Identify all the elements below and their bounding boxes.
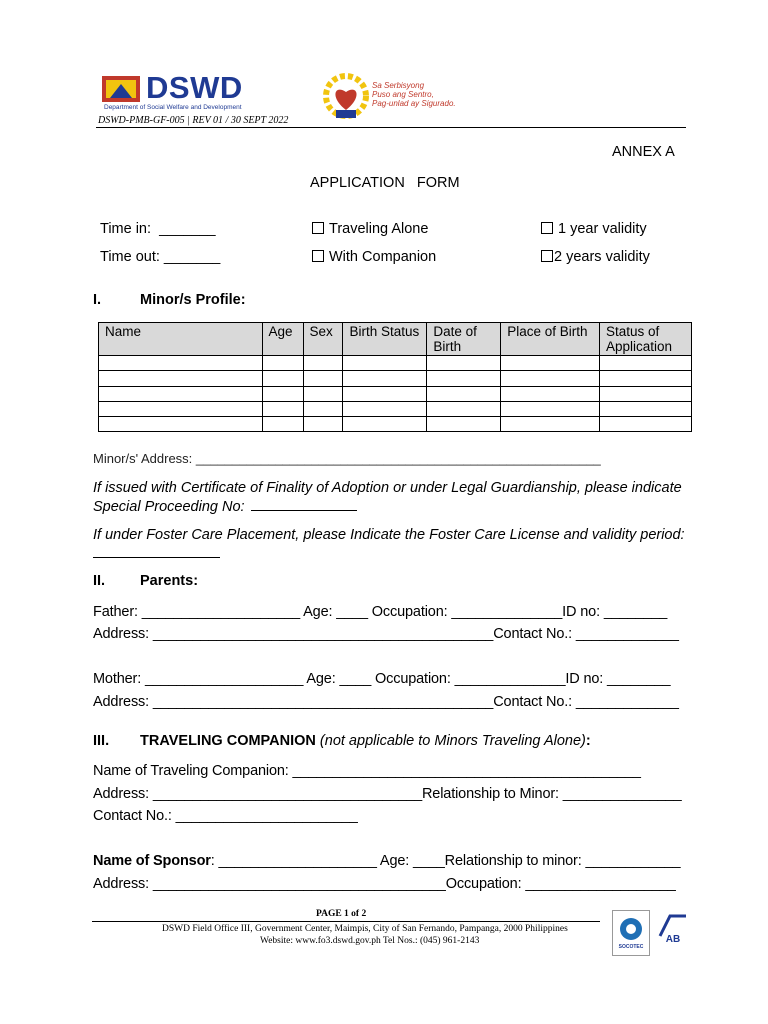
table-cell[interactable] [262,386,303,401]
table-cell[interactable] [501,401,600,416]
table-cell[interactable] [599,356,691,371]
table-cell[interactable] [343,417,427,432]
table-cell[interactable] [303,386,343,401]
document-code: DSWD-PMB-GF-005 | REV 01 / 30 SEPT 2022 [98,115,289,126]
footer-divider [92,921,600,922]
table-cell[interactable] [99,417,263,432]
two-years-checkbox[interactable] [541,250,553,262]
table-cell[interactable] [501,371,600,386]
page-number: PAGE 1 of 2 [316,909,367,919]
foster-care-field[interactable] [93,557,220,558]
table-cell[interactable] [99,401,263,416]
table-cell[interactable] [427,356,501,371]
section-3-note: (not applicable to Minors Traveling Alone) [319,733,586,749]
table-cell[interactable] [303,401,343,416]
sponsor-line[interactable] [93,853,680,869]
two-years-option[interactable] [541,249,650,265]
slogan-line-3: Pag-unlad ay Sigurado. [372,99,456,108]
one-year-checkbox[interactable] [541,222,553,234]
socotec-label: SOCOTEC [618,944,644,950]
one-year-option[interactable] [541,221,647,237]
section-1-title: Minor/s Profile: [140,292,246,308]
one-year-label: 1 year validity [558,221,647,237]
logo-subtext: Department of Social Welfare and Development [104,104,242,111]
table-cell[interactable] [501,356,600,371]
section-3-heading [140,733,591,749]
table-cell[interactable] [427,401,501,416]
table-cell[interactable] [99,386,263,401]
table-row [99,417,692,432]
section-3-title: TRAVELING COMPANION [140,733,316,749]
table-cell[interactable] [99,371,263,386]
column-header-birth-status: Birth Status [343,323,427,356]
slogan-line-2: Puso ang Sentro, [372,90,434,99]
footer-website: Website: www.fo3.dswd.gov.ph Tel Nos.: (045) 961-2143 [260,936,480,946]
table-cell[interactable] [599,371,691,386]
header-divider [96,127,686,128]
footer-address: DSWD Field Office III, Government Center, Maimpis, City of San Fernando, Pampanga, 2000 Philippines [162,924,568,934]
section-3-colon: : [585,733,591,749]
special-proceeding-label: Special Proceeding No: [93,499,245,515]
table-cell[interactable] [599,417,691,432]
table-row [99,386,692,401]
table-cell[interactable] [303,356,343,371]
column-header-date-of-birth: Date of Birth [427,323,501,356]
table-cell[interactable] [303,371,343,386]
time-in-field[interactable]: Time in: _______ [100,221,216,237]
ab-accreditation-logo [656,912,690,954]
traveling-alone-option[interactable] [312,221,428,237]
with-companion-checkbox[interactable] [312,250,324,262]
column-header-place-of-birth: Place of Birth [501,323,600,356]
table-cell[interactable] [262,371,303,386]
table-cell[interactable] [303,417,343,432]
sponsor-address-line[interactable]: Address: _____________________________________Occupation: ___________________ [93,876,676,892]
slogan-line-1: Sa Serbisyong [372,81,425,90]
special-proceeding-field[interactable] [251,496,357,511]
table-cell[interactable] [262,401,303,416]
column-header-name: Name [99,323,263,356]
table-cell[interactable] [427,417,501,432]
minor-profile-table [98,322,692,432]
minor-address-field[interactable]: Minor/s' Address: ________________________________________________________ [93,451,601,466]
table-cell[interactable] [427,386,501,401]
table-cell[interactable] [501,417,600,432]
father-address-line[interactable]: Address: ___________________________________________Contact No.: _____________ [93,626,679,642]
foster-care-instruction: If under Foster Care Placement, please Indicate the Foster Care License and validity period: [93,527,685,543]
table-cell[interactable] [427,371,501,386]
section-1-number: I. [93,292,102,308]
section-2-title: Parents: [140,573,199,589]
father-info-line[interactable]: Father: ____________________ Age: ____ Occupation: ______________ID no: ________ [93,604,668,620]
table-cell[interactable] [343,356,427,371]
heart-sun-icon [322,70,370,122]
table-cell[interactable] [99,356,263,371]
adoption-instruction-line-2 [93,496,357,515]
table-cell[interactable] [599,401,691,416]
sponsor-fields[interactable]: : ____________________ Age: ____Relationship to minor: ____________ [210,853,681,869]
time-out-field[interactable]: Time out: _______ [100,249,221,265]
table-cell[interactable] [501,386,600,401]
section-2-number: II. [93,573,106,589]
column-header-status-of-application: Status of Application [599,323,691,356]
table-cell[interactable] [343,386,427,401]
form-title: APPLICATION FORM [310,175,460,191]
ab-label: AB [665,934,681,945]
mother-info-line[interactable]: Mother: ____________________ Age: ____ Occupation: ______________ID no: ________ [93,671,671,687]
table-cell[interactable] [599,386,691,401]
table-cell[interactable] [343,401,427,416]
column-header-sex: Sex [303,323,343,356]
table-cell[interactable] [343,371,427,386]
companion-address-line[interactable]: Address: __________________________________Relationship to Minor: _______________ [93,786,682,802]
companion-contact-line[interactable]: Contact No.: _______________________ [93,808,358,824]
adoption-instruction-line-1: If issued with Certificate of Finality of Adoption or under Legal Guardianship, please indicate [93,480,682,496]
section-3-number: III. [93,733,110,749]
traveling-alone-checkbox[interactable] [312,222,324,234]
sponsor-label: Name of Sponsor [93,853,211,869]
column-header-age: Age [262,323,303,356]
with-companion-option[interactable] [312,249,436,265]
traveling-alone-label: Traveling Alone [329,221,429,237]
table-cell[interactable] [262,417,303,432]
table-row [99,371,692,386]
logo-wordmark: DSWD [146,70,243,105]
with-companion-label: With Companion [329,249,437,265]
annex-label: ANNEX A [612,144,675,160]
two-years-label: 2 years validity [554,249,650,265]
table-row [99,356,692,371]
companion-name-line[interactable]: Name of Traveling Companion: ____________________________________________ [93,763,641,779]
table-header-row [99,323,692,356]
mother-address-line[interactable]: Address: ___________________________________________Contact No.: _____________ [93,694,679,710]
table-cell[interactable] [262,356,303,371]
table-row [99,401,692,416]
socotec-certification-logo [612,910,650,956]
